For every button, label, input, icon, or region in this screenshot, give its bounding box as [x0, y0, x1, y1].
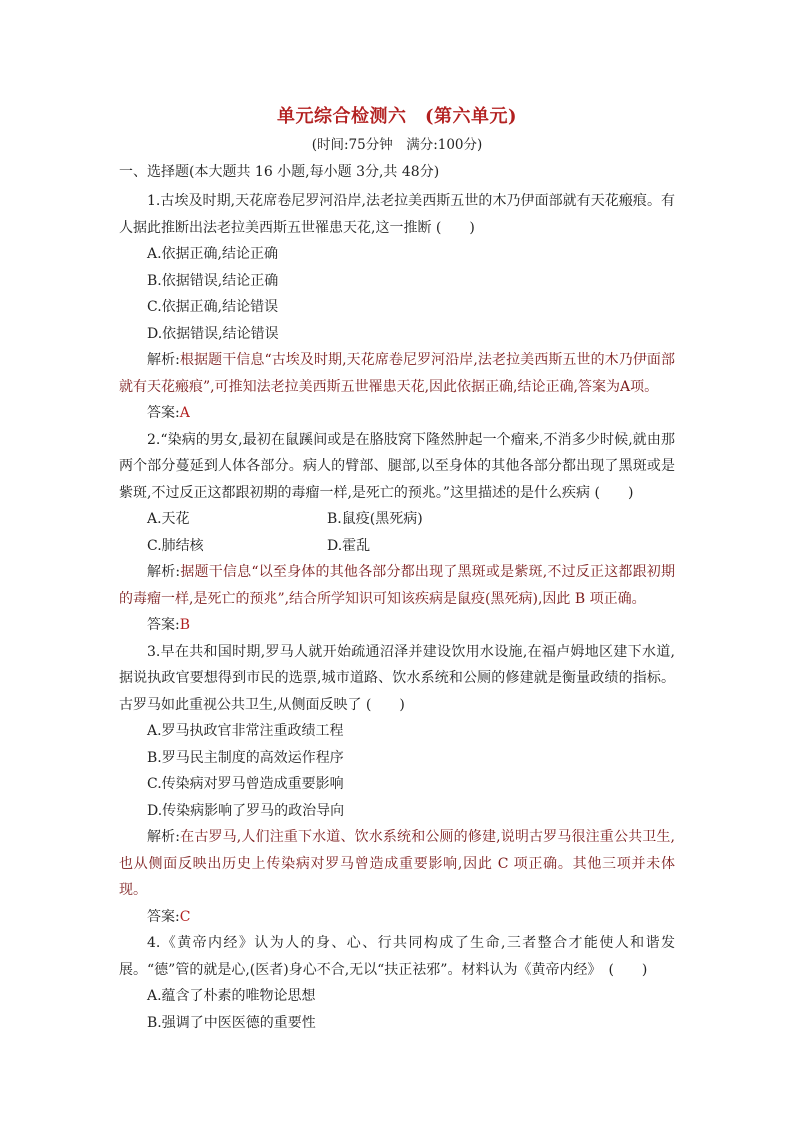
- document-content: [119, 102, 675, 1036]
- question-stem: 2.“染病的男女,最初在鼠蹊间或是在胳肢窝下隆然肿起一个瘤来,不消多少时候,就由那两个部分蔓延到人体各部分。病人的臂部、腿部,以至身体的其他各部分都出现了黑斑或是紫斑,不过反正这都跟初期的毒瘤一样,是死亡的预兆。”这里描述的是什么疾病 ( ): [119, 431, 675, 501]
- question-stem: 3.早在共和国时期,罗马人就开始疏通沼泽并建设饮用水设施,在福卢姆地区建下水道,据说执政官要想得到市民的选票,城市道路、饮水系统和公厕的修建就是衡量政绩的指标。古罗马如此重视公共卫生,从侧面反映了 ( ): [119, 643, 675, 713]
- option-a: A.蕴含了朴素的唯物论思想: [147, 988, 316, 1004]
- answer: [119, 400, 675, 427]
- option-a: A.罗马执政官非常注重政绩工程: [147, 723, 344, 739]
- section-heading: 一、选择题(本大题共 16 小题,每小题 3分,共 48分): [119, 164, 440, 180]
- question-3: [119, 639, 675, 931]
- option-a: A.天花: [147, 511, 190, 527]
- option-b: B.依据错误,结论正确: [147, 272, 279, 289]
- analysis: [119, 559, 675, 612]
- answer-label: 答案:: [147, 405, 180, 421]
- option-a: A.依据正确,结论正确: [147, 246, 279, 262]
- exam-meta: (时间:75分钟 满分:100分): [311, 137, 483, 153]
- option-b: B.鼠疫(黑死病): [327, 511, 423, 527]
- page-title: 单元综合检测六 (第六单元): [276, 106, 518, 127]
- option-d: D.依据错误,结论错误: [147, 325, 279, 342]
- answer: [119, 612, 675, 639]
- option-b: B.罗马民主制度的高效运作程序: [147, 749, 344, 766]
- analysis-text: 在古罗马,人们注重下水道、饮水系统和公厕的修建,说明古罗马很注重公共卫生,也从侧面反映出历史上传染病对罗马曾造成重要影响,因此 C 项正确。其他三项并未体现。: [119, 829, 675, 898]
- analysis-text: 据题干信息“以至身体的其他各部分都出现了黑斑或是紫斑,不过反正这都跟初期的毒瘤一样,是死亡的预兆”,结合所学知识可知该疾病是鼠疫(黑死病),因此 B 项正确。: [119, 564, 675, 607]
- answer-label: 答案:: [147, 908, 180, 925]
- analysis-text: 根据题干信息“古埃及时期,天花席卷尼罗河沿岸,法老拉美西斯五世的木乃伊面部就有天花瘢痕”,可推知法老拉美西斯五世罹患天花,因此依据正确,结论正确,答案为A项。: [119, 352, 675, 395]
- answer: [119, 904, 675, 931]
- question-1: [119, 188, 675, 427]
- question-4: [119, 930, 675, 1036]
- answer-value: B: [179, 617, 191, 633]
- analysis-label: 解析:: [147, 564, 181, 580]
- option-row: [119, 533, 675, 560]
- option-row: [119, 506, 675, 533]
- answer-label: 答案:: [147, 617, 180, 633]
- answer-value: C: [179, 908, 191, 925]
- answer-value: A: [179, 405, 190, 421]
- analysis-label: 解析:: [147, 829, 181, 845]
- option-d: D.霍乱: [327, 537, 371, 554]
- option-c: C.肺结核: [147, 537, 204, 554]
- analysis: [119, 347, 675, 400]
- option-d: D.传染病影响了罗马的政治导向: [147, 802, 345, 819]
- question-stem: 4.《黄帝内经》认为人的身、心、行共同构成了生命,三者整合才能使人和谐发展。“德”管的就是心,(医者)身心不合,无以“扶正祛邪”。材料认为《黄帝内经》 ( ): [119, 935, 675, 978]
- option-b: B.强调了中医医德的重要性: [147, 1014, 316, 1031]
- option-c: C.依据正确,结论错误: [147, 299, 279, 315]
- analysis: [119, 824, 675, 904]
- analysis-label: 解析:: [147, 352, 180, 368]
- option-c: C.传染病对罗马曾造成重要影响: [147, 776, 344, 792]
- question-stem: 1.古埃及时期,天花席卷尼罗河沿岸,法老拉美西斯五世的木乃伊面部就有天花瘢痕。有人据此推断出法老拉美西斯五世罹患天花,这一推断 ( ): [119, 193, 675, 236]
- question-2: [119, 427, 675, 639]
